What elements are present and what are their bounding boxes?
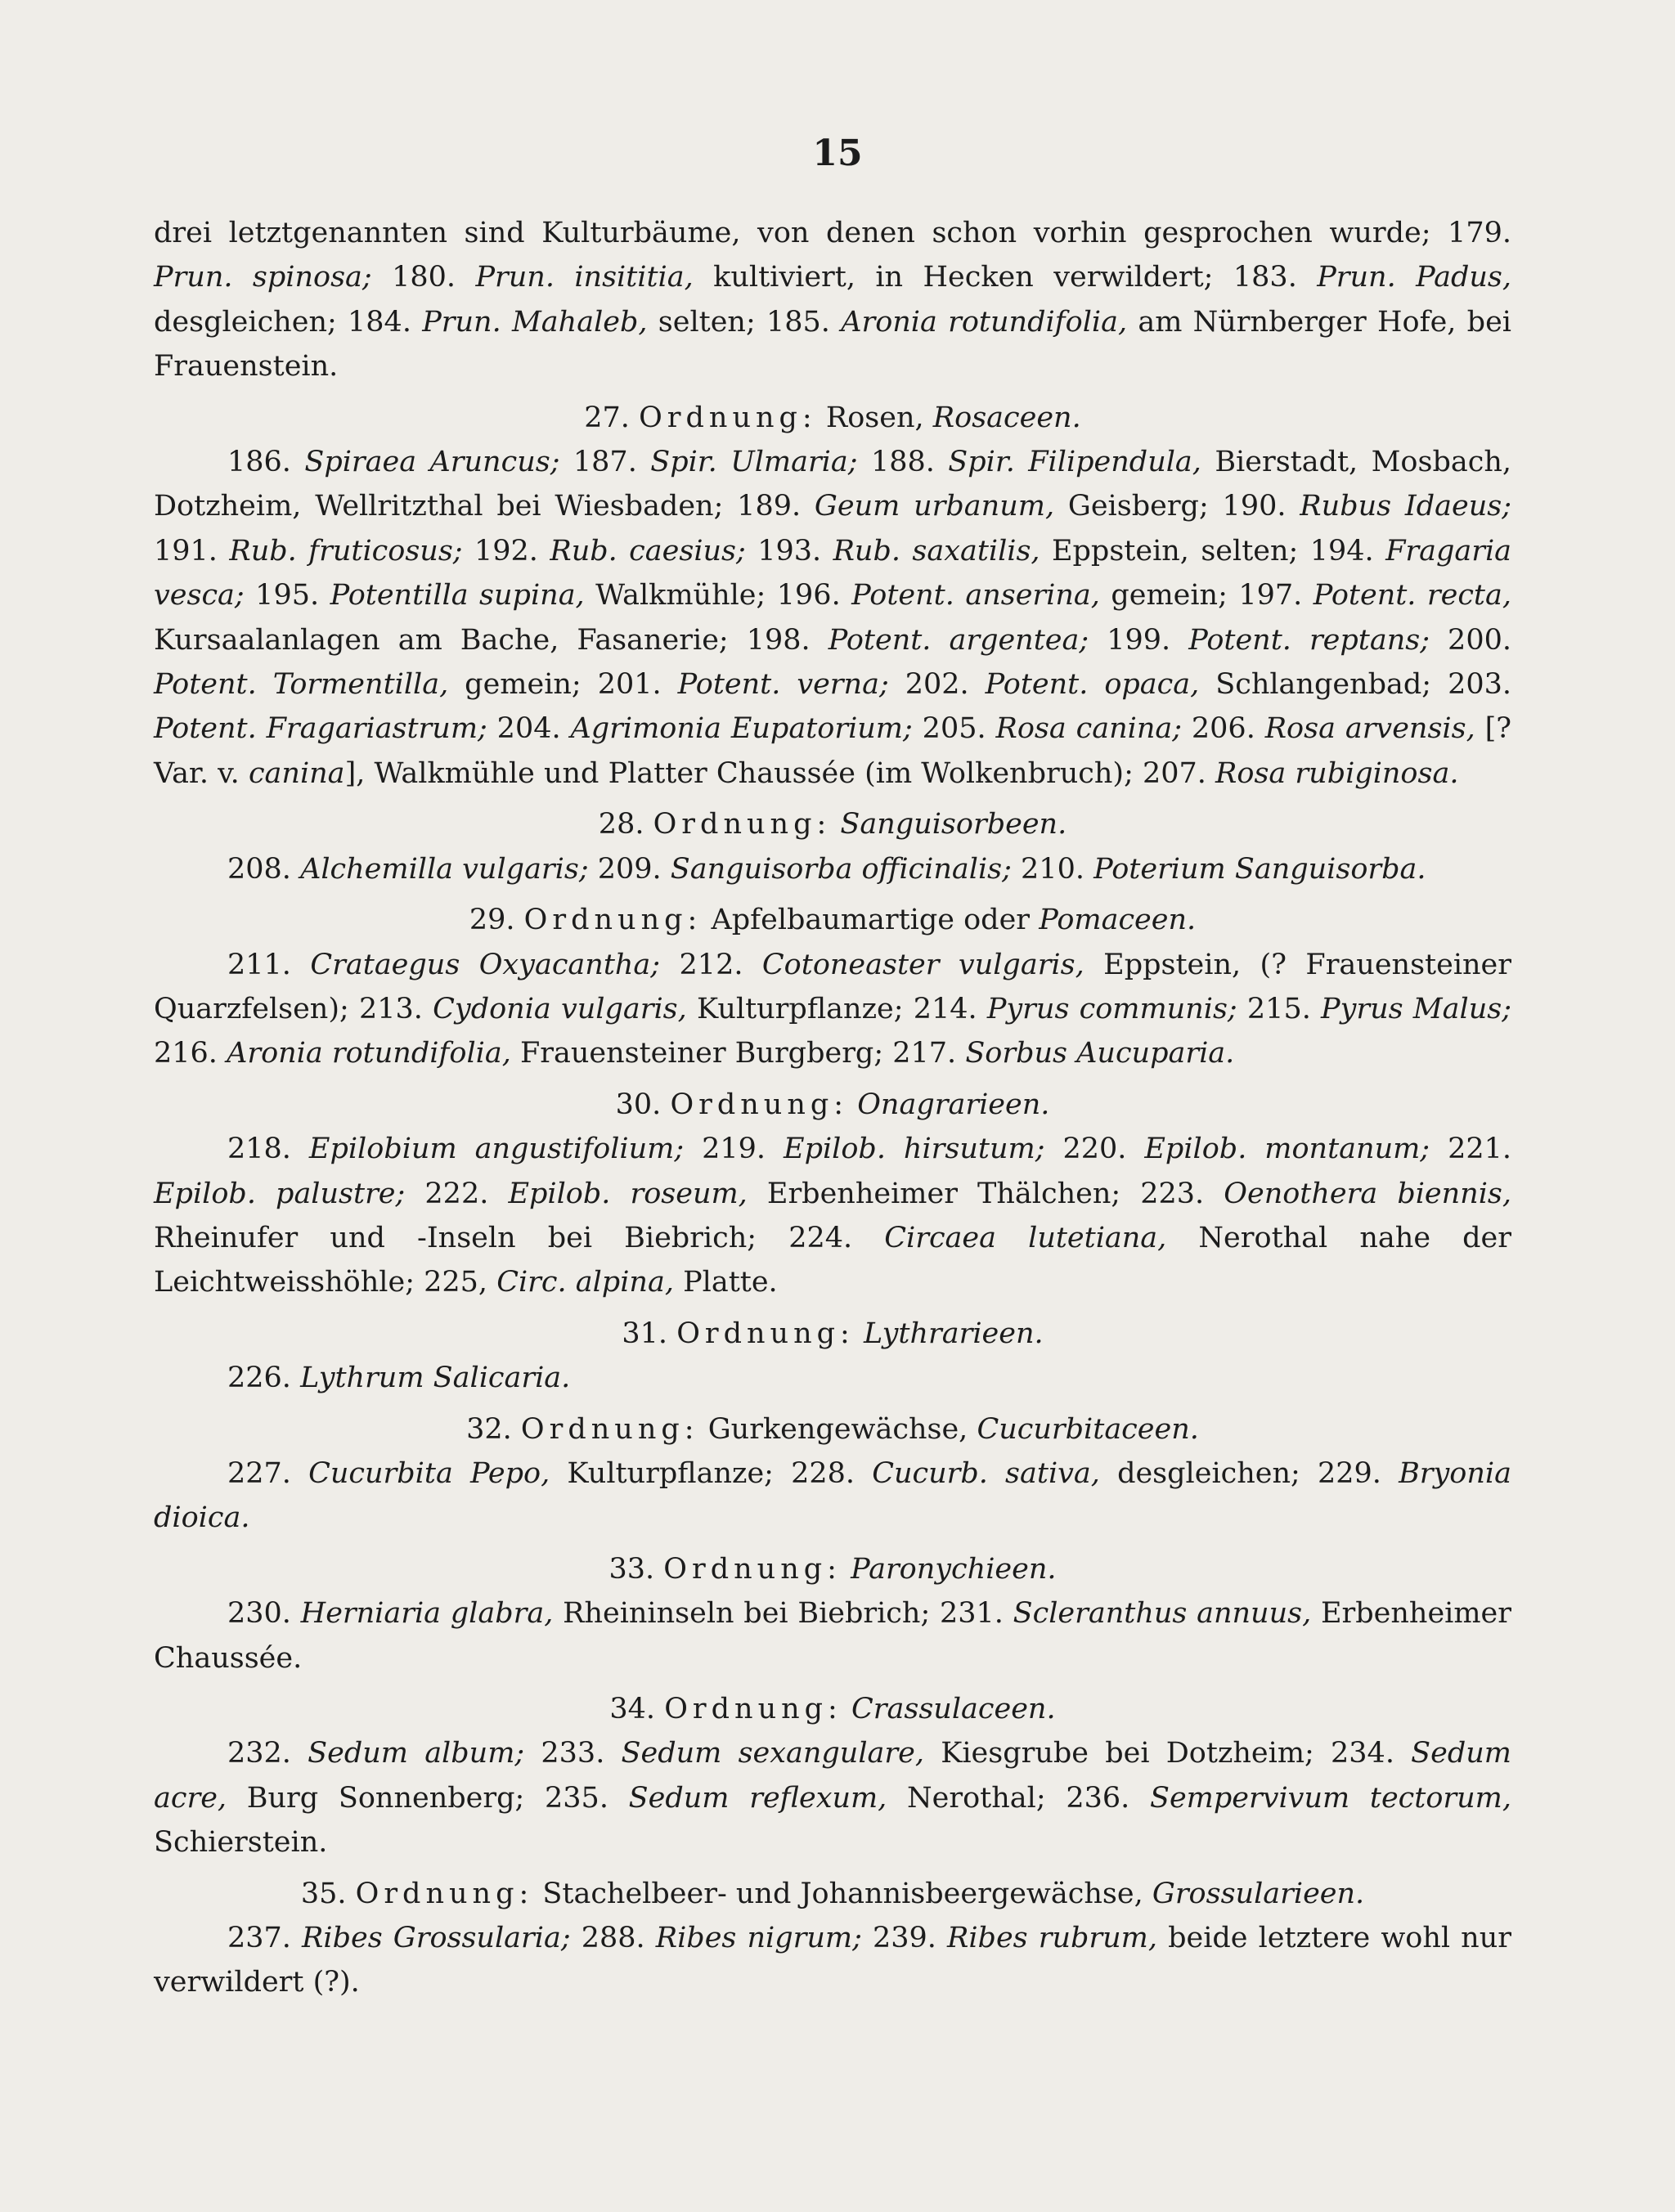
order-29-entries: 211. Crataegus Oxyacantha; 212. Cotoneaster vulgaris, Eppstein, (? Frauensteiner Quarzfelsen); 213. Cydonia vulgaris, Kulturpflanze; 214. Pyrus communis; 215. Pyrus Malus; 216. Aronia rotundifolia, Frauensteiner Burgberg; 217. Sorbus Aucuparia. xyxy=(154,948,1512,1070)
intro-paragraph: drei letztgenannten sind Kulturbäume, von denen schon vorhin gesprochen wurde; 179. Prun. spinosa; 180. Prun. insititia, kultiviert, in Hecken verwildert; 183. Prun. Padus, desgleichen; 184. Prun. Mahaleb, selten; 185. Aronia rotundifolia, am Nürnberger Hofe, bei Frauenstein. xyxy=(154,217,1512,384)
order-heading-28: 28. Ordnung: Sanguisorbeen. xyxy=(598,808,1067,841)
order-heading-27: 27. Ordnung: Rosen, Rosaceen. xyxy=(584,401,1081,434)
page-body xyxy=(154,211,1511,2005)
order-33-entries: 230. Herniaria glabra, Rheininseln bei Biebrich; 231. Scleranthus annuus, Erbenheimer Chaussée. xyxy=(154,1597,1511,1675)
page-number: 15 xyxy=(812,132,863,174)
order-31-entries: 226. Lythrum Salicaria. xyxy=(227,1362,571,1395)
order-35-entries: 237. Ribes Grossularia; 288. Ribes nigrum; 239. Ribes rubrum, beide letztere wohl nur verwildert (?). xyxy=(154,1922,1511,1999)
order-34-entries: 232. Sedum album; 233. Sedum sexangulare, Kiesgrube bei Dotzheim; 234. Sedum acre, Burg Sonnenberg; 235. Sedum reflexum, Nerothal; 236. Sempervivum tectorum, Schierstein. xyxy=(154,1737,1511,1860)
order-heading-31: 31. Ordnung: Lythrarieen. xyxy=(622,1317,1044,1350)
order-heading-30: 30. Ordnung: Onagrarieen. xyxy=(615,1088,1050,1121)
order-heading-29: 29. Ordnung: Apfelbaumartige oder Pomaceen. xyxy=(469,904,1197,937)
order-heading-34: 34. Ordnung: Crassulaceen. xyxy=(609,1693,1056,1725)
order-30-entries: 218. Epilobium angustifolium; 219. Epilob. hirsutum; 220. Epilob. montanum; 221. Epilob. palustre; 222. Epilob. roseum, Erbenheimer Thälchen; 223. Oenothera biennis, Rheinufer und -Inseln bei Biebrich; 224. Circaea lutetiana, Nerothal nahe der Leichtweisshöhle; 225, Circ. alpina, Platte. xyxy=(154,1133,1511,1299)
order-32-entries: 227. Cucurbita Pepo, Kulturpflanze; 228. Cucurb. sativa, desgleichen; 229. Bryonia dioica. xyxy=(154,1456,1511,1535)
order-28-entries: 208. Alchemilla vulgaris; 209. Sanguisorba officinalis; 210. Poterium Sanguisorba. xyxy=(227,852,1426,886)
order-27-entries: 186. Spiraea Aruncus; 187. Spir. Ulmaria; 188. Spir. Filipendula, Bierstadt, Mosbach, Dotzheim, Wellritzthal bei Wiesbaden; 189. Geum urbanum, Geisberg; 190. Rubus Idaeus; 191. Rub. fruticosus; 192. Rub. caesius; 193. Rub. saxatilis, Eppstein, selten; 194. Fragaria vesca; 195. Potentilla supina, Walkmühle; 196. Potent. anserina, gemein; 197. Potent. recta, Kursaalanlagen am Bache, Fasanerie; 198. Potent. argentea; 199. Potent. reptans; 200. Potent. Tormentilla, gemein; 201. Potent. verna; 202. Potent. opaca, Schlangenbad; 203. Potent. Fragariastrum; 204. Agrimonia Eupatorium; 205. Rosa canina; 206. Rosa arvensis, [? Var. v. canina], Walkmühle und Platter Chaussée (im Wolkenbruch); 207. Rosa rubiginosa. xyxy=(154,446,1512,790)
order-heading-33: 33. Ordnung: Paronychieen. xyxy=(608,1552,1057,1586)
order-heading-32: 32. Ordnung: Gurkengewächse, Cucurbitaceen. xyxy=(466,1412,1199,1446)
order-heading-35: 35. Ordnung: Stachelbeer- und Johannisbeergewächse, Grossularieen. xyxy=(300,1877,1365,1910)
